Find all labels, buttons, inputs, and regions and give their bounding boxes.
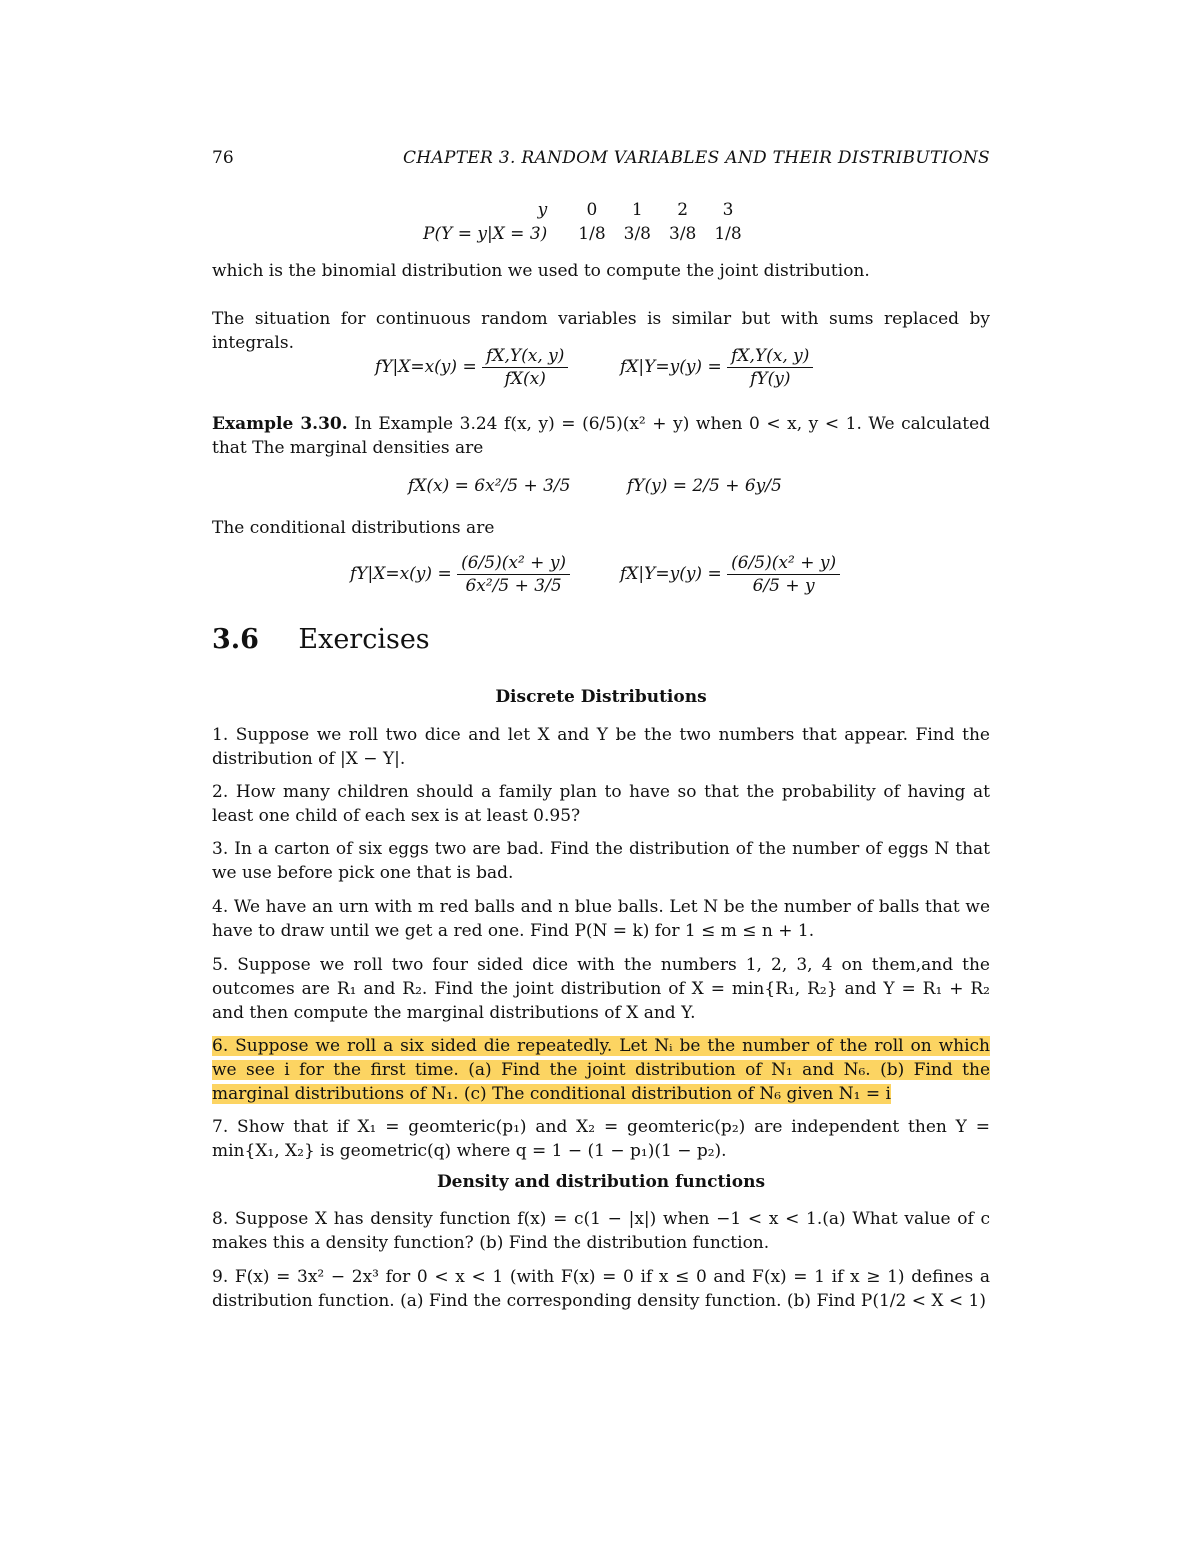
fraction-numerator: (6/5)(x² + y) xyxy=(457,552,570,575)
example-text: In Example 3.24 f(x, y) = (6/5)(x² + y) when 0 < x, y < 1. We calculated that The marginal densities are xyxy=(212,414,991,458)
binomial-note: which is the binomial distribution we used to compute the joint distribution. xyxy=(212,261,870,281)
table-row xyxy=(414,222,751,246)
fraction-denominator: fY(y) xyxy=(750,369,791,389)
section-title: Exercises xyxy=(298,624,430,655)
section-number: 3.6 xyxy=(212,624,259,655)
fraction-denominator: 6x²/5 + 3/5 xyxy=(465,576,562,596)
exercise-4: 4. We have an urn with m red balls and n blue balls. Let N be the number of balls that we have to draw until we get a red one. Find P(N = k) for 1 ≤ m ≤ n + 1. xyxy=(212,897,990,941)
fraction xyxy=(482,345,568,390)
continuous-note: The situation for continuous random variables is similar but with sums replaced by integrals. xyxy=(212,309,990,353)
conditional-distribution-table xyxy=(414,198,751,246)
fraction-numerator: (6/5)(x² + y) xyxy=(727,552,840,575)
exercise-3: 3. In a carton of six eggs two are bad. Find the distribution of the number of eggs N that we use before pick one that is bad. xyxy=(212,839,990,883)
table-cell: 1/8 xyxy=(578,224,606,244)
page-number: 76 xyxy=(212,148,234,168)
exercise-9: 9. F(x) = 3x² − 2x³ for 0 < x < 1 (with F(x) = 0 if x ≤ 0 and F(x) = 1 if x ≥ 1) defines a distribution function. (a) Find the corresponding density function. (b) Find P(1/2 < X < 1) xyxy=(212,1267,990,1311)
example-paragraph xyxy=(212,412,990,460)
conditional-density-formula-1 xyxy=(375,345,568,390)
formula-lhs: fX|Y=y(y) = xyxy=(620,564,722,584)
table-cell: 1 xyxy=(631,200,643,220)
fraction-denominator: fX(x) xyxy=(504,369,546,389)
marginal-density-x: fX(x) = 6x²/5 + 3/5 xyxy=(408,476,571,496)
table-cell: 3/8 xyxy=(623,224,651,244)
example-conditional-formula-1 xyxy=(350,552,570,597)
table-cell: 0 xyxy=(586,200,598,220)
fraction xyxy=(727,552,840,597)
formula-lhs: fX|Y=y(y) = xyxy=(620,357,722,377)
example-conditional-formula-2 xyxy=(620,552,840,597)
table-row xyxy=(414,198,751,222)
conditional-density-formula-2 xyxy=(620,345,813,390)
formula-lhs: fY|X=x(y) = xyxy=(350,564,452,584)
table-cell: 3/8 xyxy=(669,224,697,244)
exercise-8: 8. Suppose X has density function f(x) = c(1 − |x|) when −1 < x < 1.(a) What value of c makes this a density function? (b) Find the distribution function. xyxy=(212,1209,990,1253)
chapter-title: CHAPTER 3. RANDOM VARIABLES AND THEIR DISTRIBUTIONS xyxy=(402,148,990,168)
subsection-density: Density and distribution functions xyxy=(436,1172,766,1192)
fraction xyxy=(457,552,570,597)
subsection-discrete: Discrete Distributions xyxy=(495,687,707,707)
table-cell: 2 xyxy=(677,200,689,220)
exercise-5: 5. Suppose we roll two four sided dice with the numbers 1, 2, 3, 4 on them,and the outcomes are R₁ and R₂. Find the joint distribution of X = min{R₁, R₂} and Y = R₁ + R₂ and then compute the marginal distributions of X and Y. xyxy=(212,955,990,1023)
table-cell: 1/8 xyxy=(714,224,742,244)
marginal-density-y: fY(y) = 2/5 + 6y/5 xyxy=(627,476,782,496)
fraction-denominator: 6/5 + y xyxy=(752,576,815,596)
exercise-2: 2. How many children should a family plan to have so that the probability of having at least one child of each sex is at least 0.95? xyxy=(212,782,990,826)
exercise-7: 7. Show that if X₁ = geomteric(p₁) and X₂ = geomteric(p₂) are independent then Y = min{X₁, X₂} is geometric(q) where q = 1 − (1 − p₁)(1 − p₂). xyxy=(212,1117,990,1161)
example-label: Example 3.30. xyxy=(212,414,348,434)
exercise-6-highlighted xyxy=(212,1034,990,1106)
fraction-numerator: fX,Y(x, y) xyxy=(482,345,568,368)
conditional-intro: The conditional distributions are xyxy=(212,518,495,538)
row-label-y: y xyxy=(537,200,548,220)
table-cell: 3 xyxy=(722,200,734,220)
exercise-1: 1. Suppose we roll two dice and let X and Y be the two numbers that appear. Find the distribution of |X − Y|. xyxy=(212,725,990,769)
fraction xyxy=(727,345,813,390)
section-heading xyxy=(212,624,430,655)
row-label-prob: P(Y = y|X = 3) xyxy=(423,224,548,244)
formula-lhs: fY|X=x(y) = xyxy=(375,357,477,377)
fraction-numerator: fX,Y(x, y) xyxy=(727,345,813,368)
highlight: 6. Suppose we roll a six sided die repeatedly. Let Nᵢ be the number of the roll on which we see i for the first time. (a) Find the joint distribution of N₁ and N₆. (b) Find the marginal distributions of N₁. (c) The conditional distribution of N₆ given N₁ = i xyxy=(212,1036,990,1104)
